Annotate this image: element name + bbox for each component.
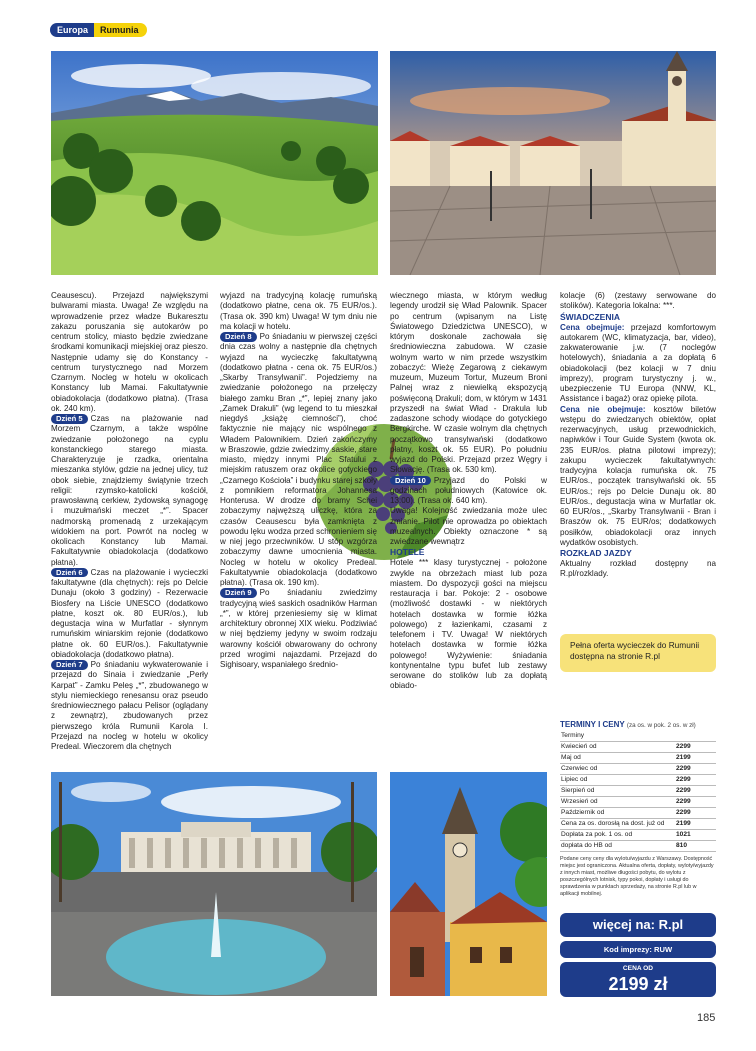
included-label: Cena obejmuje: <box>560 322 625 332</box>
photo-clock-tower <box>390 772 547 996</box>
terms-row-label: Dopłata za pok. 1 os. od <box>560 830 675 841</box>
terms-row-label: Kwiecień od <box>560 742 675 753</box>
terms-row <box>560 797 716 808</box>
breadcrumb <box>50 23 147 37</box>
terms-row-value: 810 <box>675 841 716 852</box>
terms-row <box>560 786 716 797</box>
terms-and-prices <box>560 720 716 852</box>
breadcrumb-continent[interactable]: Europa <box>50 23 94 37</box>
text-column-4 <box>560 291 716 580</box>
col3-intro: wiecznego miasta, w którym według legendy urodził się Wład Palownik. Spacer po centrum (wpisanym na Listę Światowego Dziedzictwa UNESCO), w którym doskonale zachowała się średniowieczna zabudowa. W czasie wolnym warto w nim przede wszystkim zobaczyć: Wieżę Zegarową z ciekawym muzeum, Muzeum Tortur, Muzeum Broni Palnej wraz z niewielką ekspozycją poświęconą Drakuli; dom, w którym w 1431 przyszedł na świat Wład - Drakula lub zadaszone schody wiodące do gotyckiego Bergkirche. W czasie wolnym dla chętnych początkowo transylwański (dodatkowo płatny, koszt ok. 55 EUR). Po południu wyjazd do Polski. Przejazd przez Węgry i Słowację. (Trasa ok. 530 km). <box>390 291 547 475</box>
day-10-text: Przyjazd do Polski w godzinach południowych (Katowice ok. 13:00). (Trasa ok. 640 km). <box>390 475 547 505</box>
schedule-text: Aktualny rozkład dostępny na R.pl/rozklady. <box>560 559 716 579</box>
terms-table <box>560 731 716 852</box>
palace-fountain-icon <box>51 772 377 996</box>
day-5-text: Czas na plażowanie nad Morzem Czarnym, a także wspólne zwiedzanie położonego na cyplu konstanckiego starego miasta. Charakteryzuje je rzadka, orientalna mieszanka stylów, gdzie na jednej ulicy, tuż obok siebie, znajdziemy świątynie trzech religii: rzymsko-katolicki kościół, prawosławną cerkiew, żydowską synagogę i muzułmański meczet „*”. Spacer nadmorską promenadą z urzekającym widokiem na port. Powrót na nocleg w okolicach Konstancy lub Mamai. Fakultatywnie obiadokolacja (dodatkowo płatna). <box>51 414 208 567</box>
terms-row <box>560 819 716 830</box>
terms-row-value: 2299 <box>675 797 716 808</box>
photo-town-square <box>390 51 716 275</box>
text-column-2 <box>220 291 377 670</box>
photo-landscape <box>51 51 378 275</box>
photo-palace <box>51 772 377 996</box>
page-number: 185 <box>697 1012 716 1024</box>
terms-row-label: dopłata do HB od <box>560 841 675 852</box>
day-6-text: Czas na plażowanie i wycieczki fakultatywne (dla chętnych): rejs po Delcie Dunaju (około 3 godziny) - Rezerwacie Biosfery na Liście UNESCO (dodatkowo płatne, koszt ok. 80 EUR/os.), lub degustacja wina w Murfatlar - słynnym rumuńskim winiarskim rejonie (dodatkowo płatne ok. 60 EUR/os.). Fakultatywnie obiadokolacja (dodatkowo płatna). <box>51 567 208 659</box>
offer-note: Pełna oferta wycieczek do Rumunii dostępna na stronie R.pl <box>560 634 716 672</box>
day-7-text: Po śniadaniu wykwaterowanie i przejazd do Sinaia i zwiedzanie „Perły Karpat” - Zamku Peleș „*”, zbudowanego w stylu niemieckiego renesansu oraz pseudo średniowiecznego pałacu Pelisor (oglądany z zewnątrz), zbudowanych przez pierwszego króla Rumunii Karola I. Przejazd na nocleg w hotelu w okolicy Predeal. Wieczorem dla chętnych <box>51 660 208 751</box>
terms-row-label: Lipiec od <box>560 775 675 786</box>
terms-row <box>560 830 716 841</box>
col4-intro: kolacje (6) (zestawy serwowane do stolików). Kategoria lokalna: ***. <box>560 291 716 311</box>
day-5-badge: Dzień 5 <box>51 414 88 424</box>
day-8-text: Po śniadaniu w pierwszej części dnia czas wolny a następnie dla chętnych wyjazd na wycieczkę fakultatywną (dodatkowo płatna - cena ok. 75 EUR/os.) „Skarby Transylwanii”. Pojedziemy na zwiedzanie położonego na przełęczy białego zamku Bran „*”, lepiej znany jako „Zamek Drakuli” (wg legend to tu mieszkał niegdyś „książę ciemności”), choć faktycznie nie mający nic wspólnego z Władem Palownikiem. Dzień zakończymy w Braszowie, gdzie zwiedzimy saskie, stare miasto, między innymi Plac Sfatului z miejskim ratuszem oraz okolice gotyckiego „Czarnego Kościoła” i budynku starej szkoły z pomnikiem reformatora Johannesa Honterusa. W drodze do bramy Schei zobaczymy najwęższą uliczkę, która za czasów Ceausescu była zamknięta z powodu lęku wodza przed schronieniem się w niej jego przeciwników. U stóp wzgórza zobaczymy dawne umocnienia miasta. Nocleg w hotelu w okolicy Predeal. Fakultatywnie obiadokolacja (dodatkowo płatna). (Trasa ok. 190 km). <box>220 332 377 587</box>
price-value: 2199 zł <box>608 974 668 994</box>
day-7-badge: Dzień 7 <box>51 660 88 670</box>
terms-row-label: Październik od <box>560 808 675 819</box>
price-badge[interactable] <box>560 962 716 997</box>
clock-tower-town-icon <box>390 772 547 996</box>
services-heading: ŚWIADCZENIA <box>560 311 620 322</box>
terms-row-value: 2299 <box>675 808 716 819</box>
terms-row-value: 2199 <box>675 819 716 830</box>
terms-row <box>560 808 716 819</box>
breadcrumb-country[interactable]: Rumunia <box>94 23 147 37</box>
included-text: przejazd komfortowym autokarem (WC, klimatyzacja, bar, video), zakwaterowanie j.w. (7 noclegów hotelowych), śniadania a za dopłatą 6 obiadokolacji (bez kolacji w 7 dniu imprezy), program turystyczny j. w., ubezpieczenie TU Europa (NNW, KL, Assistance i bagaż) oraz opiekę pilota. <box>560 322 716 404</box>
day-8-badge: Dzień 8 <box>220 332 257 342</box>
schedule-heading: ROZKŁAD JAZDY <box>560 548 632 558</box>
text-column-3 <box>390 291 547 692</box>
landscape-mountains-icon <box>51 51 378 275</box>
terms-row-label: Czerwiec od <box>560 764 675 775</box>
terms-row <box>560 775 716 786</box>
day-9-text: Po śniadaniu zwiedzimy tradycyjną wieś saskich osadników Harman „*”, w której przeniesiemy się w klimat architektury obronnej XIX wieku. Podziwiać w niej będziemy jedyny w swoim rodzaju warowny kościół obwarowany do ochrony przed wrogimi najazdami. Przejazd do Sighisoary, wspaniałego średnio- <box>220 588 377 669</box>
col1-intro: Ceausescu). Przejazd największymi bulwarami miasta. Uwaga! Ze względu na wprowadzenie przez władze Bukaresztu zakazu poruszania się autokarów po centrum stolicy, miasto będzie zwiedzane środkami komunikacji miejskiej oraz pieszo. Następnie udamy się do Konstancy - centrum turystycznego nad Morzem Czarnym. Nocleg w hotelu w okolicach Konstancy lub Mamai. Fakultatywnie obiadokolacja (dodatkowo płatna). (Trasa ok. 240 km). <box>51 291 208 413</box>
terms-row <box>560 841 716 852</box>
terms-row <box>560 753 716 764</box>
terms-subtitle: (za os. w pok. 2 os. w zł) <box>626 722 696 729</box>
terms-row-value: 2299 <box>675 775 716 786</box>
terms-title: TERMINY I CENY (za os. w pok. 2 os. w zł) <box>560 720 696 729</box>
terms-fine-print: Podane ceny ceny dla wylotu/wyjazdu z Warszawy. Dostępność miejsc jest ograniczona. Aktualna oferta, dopłaty, wyloty/wyjazdy z innych miast, możliwe długości pobytu, do wylotu z poszczególnych lotnisk, typy pokoi, dopłaty i usługi do sprawdzenia w punktach sprzedaży, na stronie R.pl lub w aplikacji mobilnej. <box>560 856 714 897</box>
terms-row-label: Wrzesień od <box>560 797 675 808</box>
terms-row-value: 2299 <box>675 786 716 797</box>
terms-row-value: 2299 <box>675 764 716 775</box>
terms-row-value: 2299 <box>675 742 716 753</box>
day-6-badge: Dzień 6 <box>51 568 88 578</box>
excluded-label: Cena nie obejmuje: <box>560 404 646 414</box>
more-info-button[interactable]: więcej na: R.pl <box>560 913 716 937</box>
col2-intro: wyjazd na tradycyjną kolację rumuńską (dodatkowo płatne, cena ok. 75 EUR/os.). (Trasa ok. 390 km) Uwaga! W tym dniu nie ma kolacji w hotelu. <box>220 291 377 331</box>
terms-row-value: 2199 <box>675 753 716 764</box>
day-9-badge: Dzień 9 <box>220 588 257 598</box>
hotels-text: Hotele *** klasy turystycznej - położone zwykle na obrzeżach miast lub poza miastem. Do dyspozycji gości na miejscu restauracja i bar. Pokoje: 2 - osobowe (możliwość dostawki - w niektórych hotelach dostawka w formie łóżka polowego) z łazienkami, czasami z telefonem i TV. Uwaga! W niektórych hotelach dostawka w formie łóżka polowego! Wyżywienie: śniadania kontynentalne typu bufet lub zestawy serowane do stolików lub za dopłatą obiado- <box>390 558 547 691</box>
excluded-text: kosztów biletów wstępu do zwiedzanych obiektów, opłat rezerwacyjnych, usług przewodnickich, napiwków i Tour Guide System (kwota ok. 235 EUR/os. płatna pilotowi imprezy); zakupu wycieczek fakultatywnych: tradycyjna kolacja rumuńska ok. 75 EUR/os., początek transylwański ok. 55 EUR/os.; rejs po Delcie Dunaju ok. 80 EUR/os., degustacja wina w Murfatlar ok. 60 EUR/os., „Skarby Transylwanii - Bran i Braszów ok. 75 EUR/os; dodatkowych posiłków, obiadokolacji oraz innych wydatków osobistych. <box>560 404 717 547</box>
terms-row-label: Maj od <box>560 753 675 764</box>
hotels-heading: HOTELE <box>390 547 425 558</box>
trip-code-badge: Kod imprezy: RUW <box>560 941 716 958</box>
terms-row-label: Cena za os. dorosłą na dost. już od <box>560 819 675 830</box>
day-10-badge: Dzień 10 <box>390 476 431 486</box>
terms-row <box>560 764 716 775</box>
terms-row-label: Sierpień od <box>560 786 675 797</box>
text-column-1 <box>51 291 208 752</box>
terms-header: Terminy <box>560 731 675 742</box>
price-label: CENA OD <box>622 965 654 972</box>
warning-text: Uwaga! Kolejność zwiedzania może ulec zmianie. Pilot nie oprowadza po obiektach muzealnych. Obiekty oznaczone * są zwiedzane wewnątrz <box>390 506 547 546</box>
terms-row-value: 1021 <box>675 830 716 841</box>
town-square-icon <box>390 51 716 275</box>
terms-row <box>560 742 716 753</box>
